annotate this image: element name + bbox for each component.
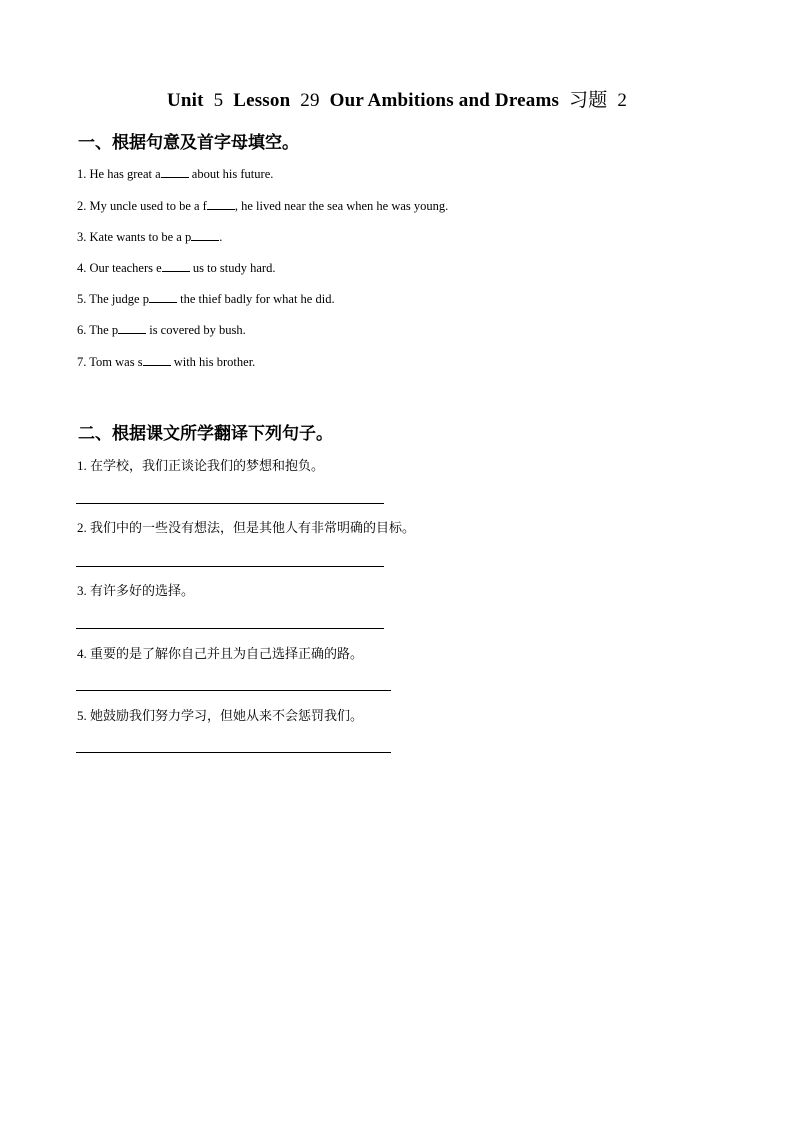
translate-item: 4. 重要的是了解你自己并且为自己选择正确的路。	[77, 646, 364, 661]
blank-underline	[143, 354, 171, 366]
blank-underline	[118, 322, 146, 334]
blank-underline	[149, 291, 177, 303]
answer-line[interactable]	[76, 503, 384, 504]
answer-line[interactable]	[76, 752, 391, 753]
answer-line[interactable]	[76, 628, 384, 629]
fill-blank-item: 1. He has great a about his future.	[77, 167, 274, 181]
section-1-heading: 一、根据句意及首字母填空。	[78, 133, 299, 152]
title-suffix-number: 2	[617, 90, 628, 111]
blank-underline	[191, 229, 219, 241]
fill-blank-item: 5. The judge p the thief badly for what he did.	[77, 292, 335, 306]
title-lesson-number: 29	[300, 90, 320, 111]
title-unit-number: 5	[213, 90, 224, 111]
fill-blank-item: 7. Tom was s with his brother.	[77, 355, 256, 369]
blank-underline	[162, 260, 190, 272]
fill-blank-item: 2. My uncle used to be a f , he lived near the sea when he was young.	[77, 199, 449, 213]
title-lesson-name: Our Ambitions and Dreams	[329, 90, 560, 111]
translate-item: 5. 她鼓励我们努力学习，但她从来不会惩罚我们。	[77, 708, 364, 723]
answer-line[interactable]	[76, 566, 384, 567]
translate-item: 2. 我们中的一些没有想法，但是其他人有非常明确的目标。	[77, 520, 416, 535]
page-title	[0, 85, 794, 112]
title-lesson: Lesson	[233, 90, 291, 111]
translate-item: 3. 有许多好的选择。	[77, 583, 195, 598]
title-unit: Unit	[166, 90, 204, 111]
title-suffix: 习题	[569, 90, 608, 111]
blank-underline	[161, 166, 189, 178]
fill-blank-item: 4. Our teachers e us to study hard.	[77, 261, 276, 275]
fill-blank-item: 3. Kate wants to be a p .	[77, 230, 223, 244]
section-2-heading: 二、根据课文所学翻译下列句子。	[78, 424, 333, 443]
translate-item: 1. 在学校，我们正谈论我们的梦想和抱负。	[77, 458, 325, 473]
answer-line[interactable]	[76, 690, 391, 691]
blank-underline	[207, 198, 235, 210]
fill-blank-item: 6. The p is covered by bush.	[77, 323, 246, 337]
